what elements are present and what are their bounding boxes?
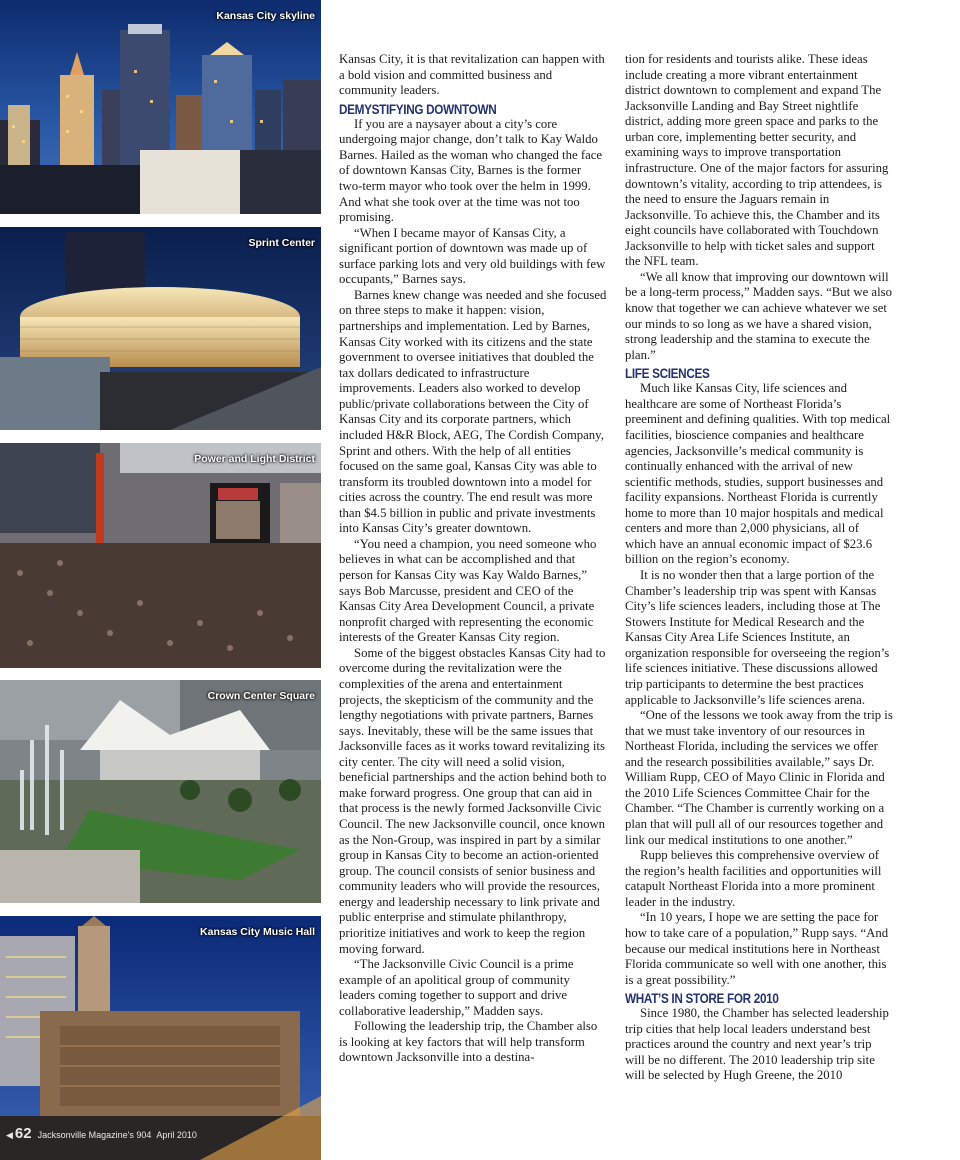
article-column-2 [625,52,893,1084]
caption-power-and-light-district: Power and Light District [194,453,315,465]
paragraph: Rupp believes this comprehensive overview of the region’s health facilities and opportunities will catapult Northeast Florida into a more prominent leader in the industry. [625,848,882,909]
paragraph-continued: tion for residents and tourists alike. These ideas include creating a more vibrant entertainment district downtown to complement and expand The Jacksonville Landing and Bay Street nightlife district, adding more green space and parks to the urban core, implementing better security, and examining ways to improve transportation infrastructure. One of the major factors for assuring downtown’s vitality, according to trip attendees, is the need to ensure the Jaguars remain in Jacksonville. To achieve this, the Chamber and its eight councils have collaborated with Touchdown Jacksonville to help with ticket sales and support the NFL team. [625,52,889,269]
paragraph: “You need a champion, you need someone who believes in what can be accomplished and that person for Kansas City was Kay Waldo Barnes,” says Bob Marcusse, president and CEO of the Kansas City Area Development Council, a private nonprofit charged with representing the economic interests of the Greater Kansas City region. [339,536,597,645]
photo-kansas-city-music-hall [0,916,321,1160]
paragraph: “The Jacksonville Civic Council is a prime example of an apolitical group of community leaders coming together to support and drive collaborative leadership,” Madden says. [339,957,574,1018]
skyline-image [0,0,321,214]
photo-crown-center-square [0,680,321,903]
paragraph: Much like Kansas City, life sciences and healthcare are some of Northeast Florida’s preeminent and defining qualities. With top medical facilities, bioscience companies and healthcare agencies, Jacksonville’s medical community is continually enhanced with the arrival of new scientific methods, studies, support businesses and facility expansions. Northeast Florida is currently home to more than 10 major hospitals and medical centers and more than 2,000 physicians, all of which have an annual economic impact of $23.6 billion on the region’s economy. [625,381,891,567]
page-folio [6,1125,197,1142]
heading-whats-in-store-2010: WHAT’S IN STORE FOR 2010 [625,990,779,1007]
music-hall-image [0,916,321,1160]
photo-power-and-light-district [0,443,321,668]
photo-kansas-city-skyline [0,0,321,214]
folio-arrow-icon: ◀ [6,1130,13,1140]
caption-kansas-city-skyline: Kansas City skyline [216,10,315,22]
article-column-1 [339,52,607,1066]
issue-date: April 2010 [156,1130,197,1140]
heading-life-sciences: LIFE SCIENCES [625,365,710,382]
photo-sprint-center [0,227,321,430]
magazine-name: Jacksonville Magazine's 904 [37,1130,152,1140]
paragraph: Some of the biggest obstacles Kansas City had to overcome during the revitalization were the complexities of the arena and entertainment projects, the skepticism of the community and the lengthy negotiations with private partners, Barnes says. Inevitably, these will be the same issues that Jacksonville faces as it works toward revitalizing its city center. The city will need a solid vision, beneficial partnerships and the action behind both to make forward progress. One group that can aid in that process is the newly formed Jacksonville Civic Council. The new Jacksonville council, once known as the Non-Group, was inspired in part by a similar group in Kansas City to become an action-oriented group. The council consists of senior business and community leaders who will provide the resources, energy and leadership necessary to link private and public enterprise and stimulate philanthropy, prioritize initiatives and work to keep the region moving forward. [339,645,607,956]
paragraph: “When I became mayor of Kansas City, a significant portion of downtown was made up of surface parking lots and very old buildings with few occupants,” Barnes says. [339,225,606,287]
paragraph: Following the leadership trip, the Chamber also is looking at key factors that will help transform downtown Jacksonville into a destina- [339,1019,598,1065]
caption-sprint-center: Sprint Center [248,237,315,249]
paragraph-intro: Kansas City, it is that revitalization can happen with a bold vision and committed business and community leaders. [339,52,605,98]
paragraph: “In 10 years, I hope we are setting the pace for how to take care of a population,” Rupp says. “And because our medical institutions here in Northeast Florida communicate so well with one another, this is a great possibility.” [625,910,889,987]
crown-center-image [0,680,321,903]
paragraph: Barnes knew change was needed and she focused on three steps to make it happen: vision, partnerships and implementation. Led by Barnes, Kansas City worked with its citizens and the state government to oversee initiatives that doubled the tax dollars dedicated to infrastructure improvements. Leaders also worked to develop public/private collaborations between the City of Kansas City and its corporate partners, which included H&R Block, AEG, The Cordish Company, Sprint and others. With the help of all entities focused on the same goal, Kansas City was able to transform its troubled downtown into a model for cities across the country. The end result was more than $4.5 billion in public and private investments into Kansas City’s greater downtown. [339,287,607,536]
page-number: 62 [14,1125,32,1142]
sprint-center-image [0,227,321,430]
caption-kansas-city-music-hall: Kansas City Music Hall [200,926,315,938]
paragraph: It is no wonder then that a large portion of the Chamber’s leadership trip was spent with Kansas City’s life sciences leaders, including those at The Stowers Institute for Medical Research and the Kansas City Area Life Sciences Institute, an organization responsible for overseeing the region’s life sciences initiative. These discussions allowed trip participants to determine the best practices applicable to Jacksonville’s life sciences arena. [625,568,890,707]
paragraph: “We all know that improving our downtown will be a long-term process,” Madden says. “But we also know that together we can achieve whatever we set our minds to so long as we have a shared vision, strong leadership and the stamina to execute the plan.” [625,269,892,362]
power-and-light-image [0,443,321,668]
heading-demystifying-downtown: DEMYSTIFYING DOWNTOWN [339,100,497,117]
caption-crown-center-square: Crown Center Square [207,690,315,702]
paragraph: “One of the lessons we took away from the trip is that we must take inventory of our resources in Northeast Florida, including the services we offer and the research possibilities available,” says Dr. William Rupp, CEO of Mayo Clinic in Florida and the 2010 Life Sciences Committee Chair for the Chamber. “The Chamber is currently working on a plan that will pull all of our resources together and link our medical institutions to one another.” [625,708,893,847]
paragraph: Since 1980, the Chamber has selected leadership trip cities that help local leaders understand best practices around the country and next year’s trip will be no different. The 2010 leadership trip site will be selected by Hugh Greene, the 2010 [625,1006,889,1083]
paragraph: If you are a naysayer about a city’s core undergoing major change, don’t talk to Kay Waldo Barnes. Hailed as the woman who changed the face of downtown Kansas City, Barnes is the former two-term mayor who took over the helm in 1999. And what she took over at the time was not too promising. [339,116,603,225]
